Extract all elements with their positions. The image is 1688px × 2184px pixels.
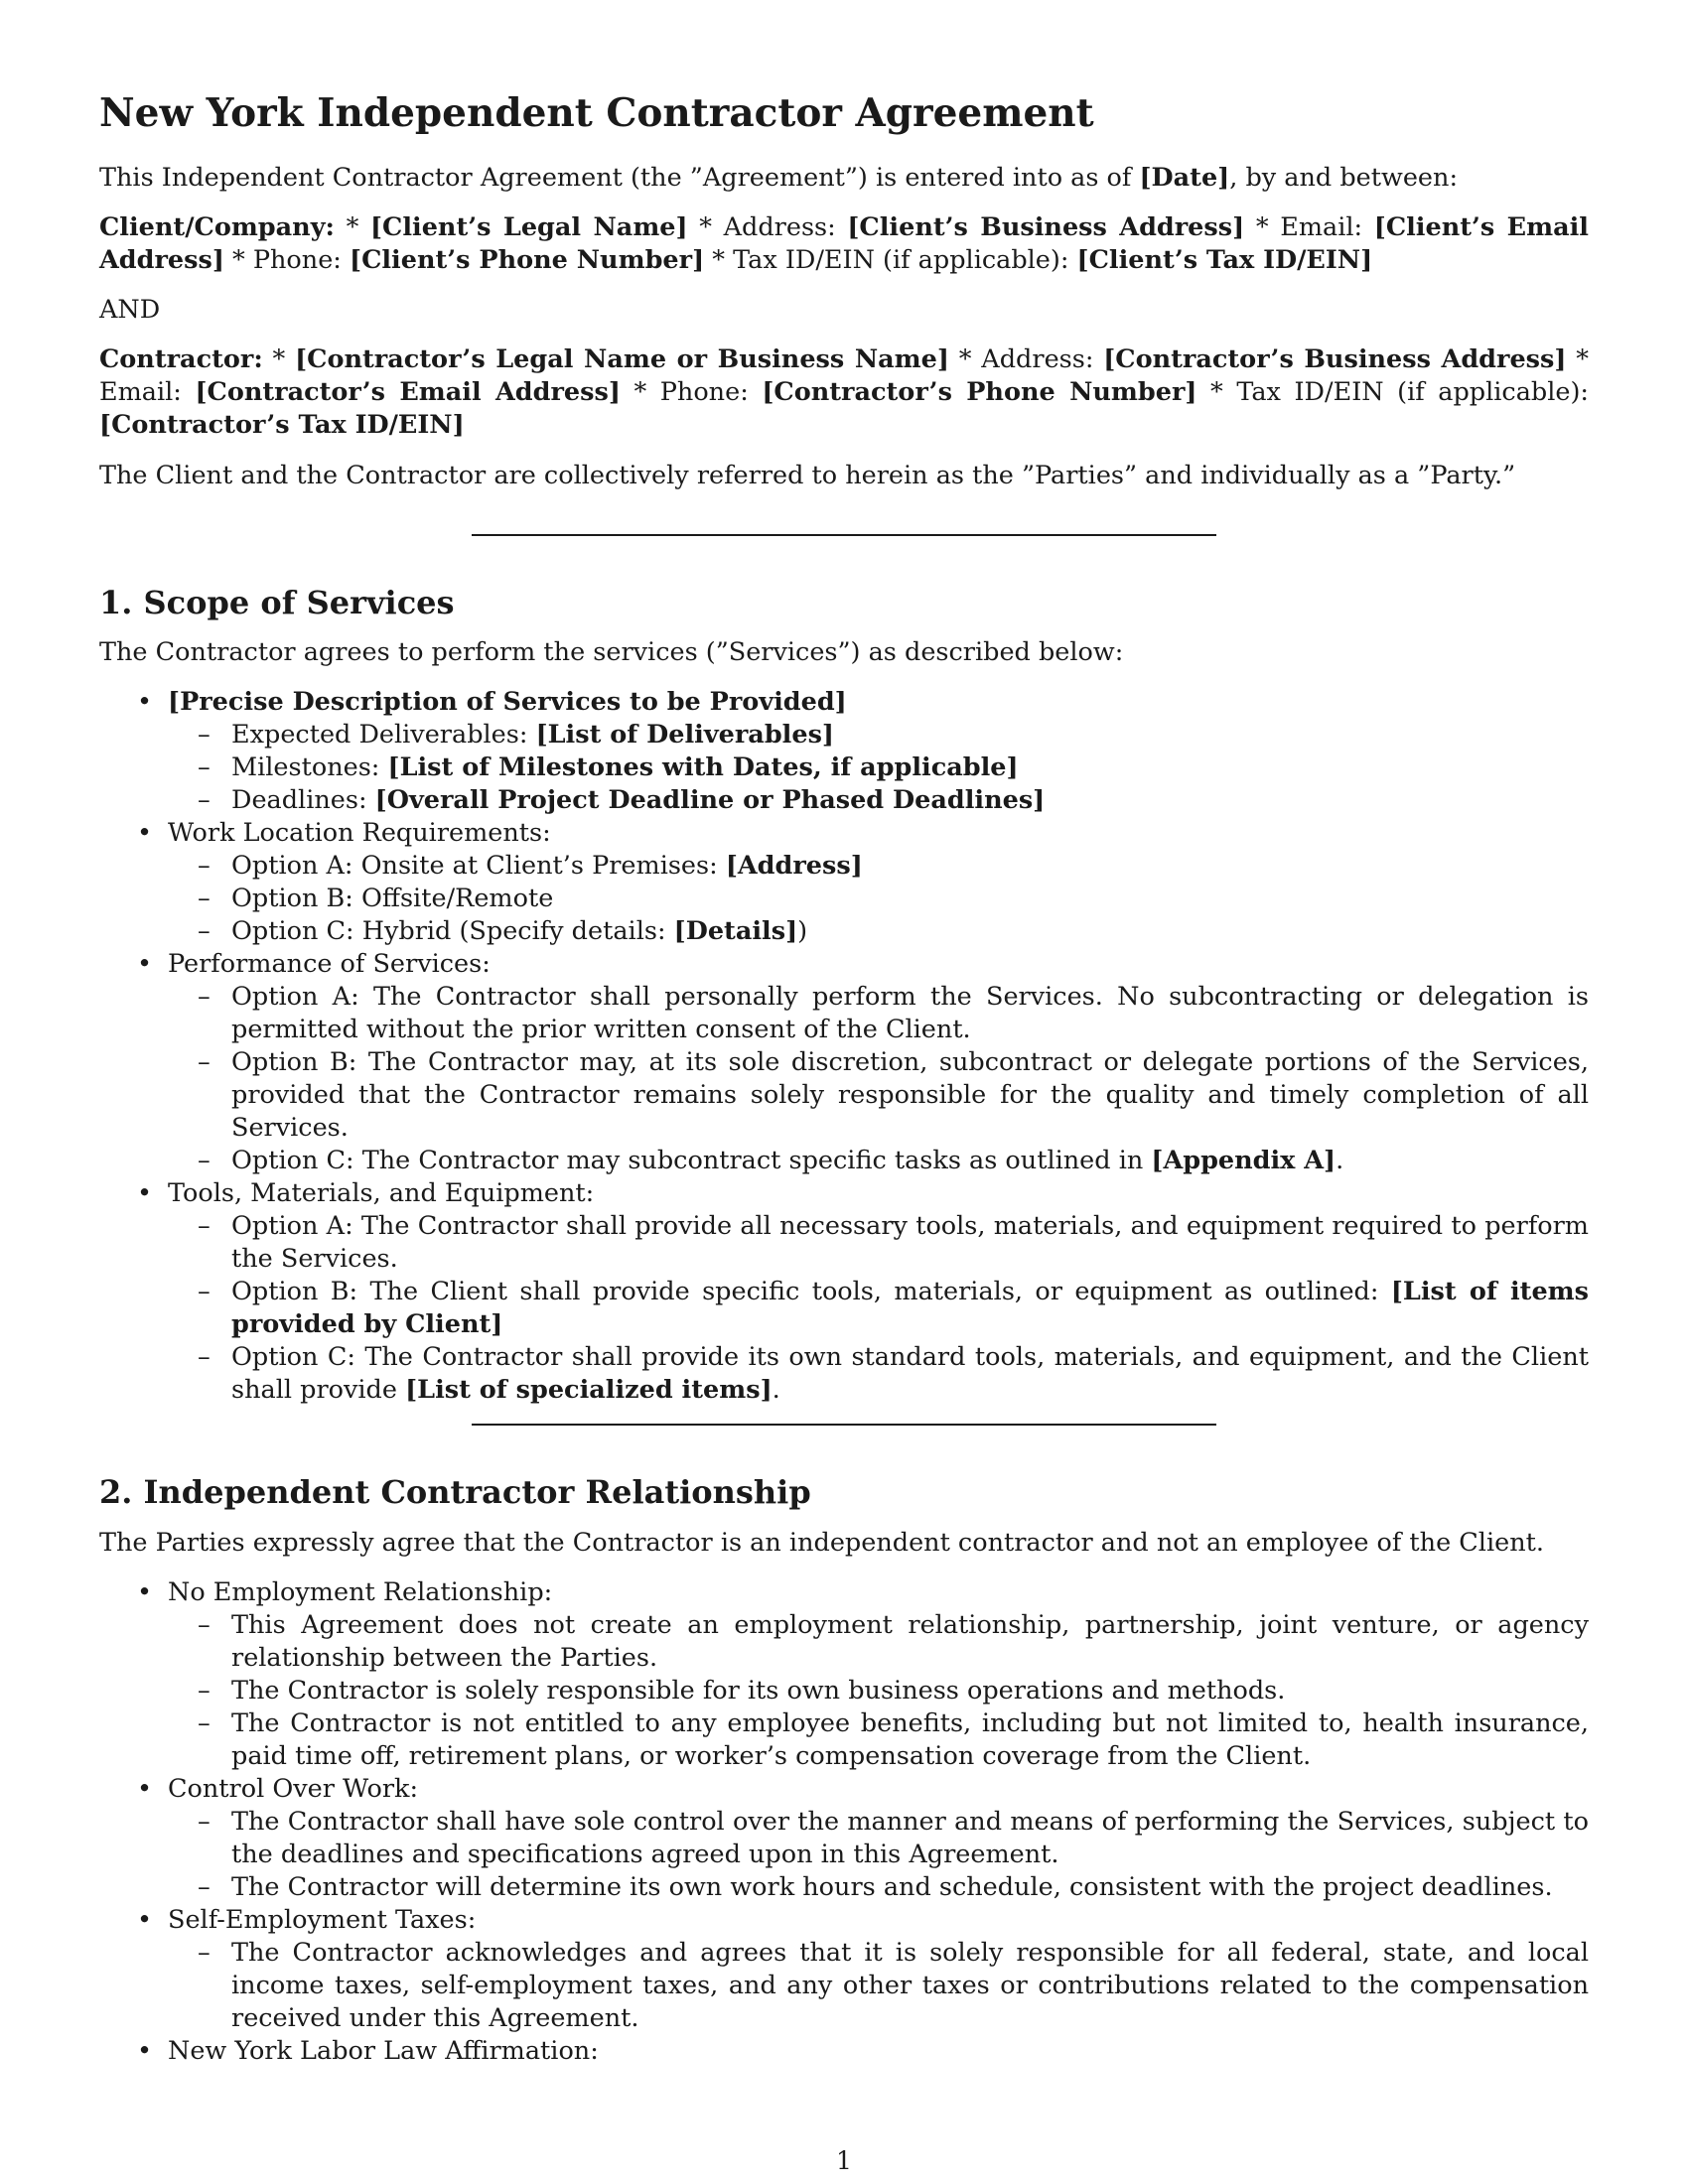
client-address-placeholder: [Client’s Business Address] (847, 212, 1245, 242)
sub-list-item (168, 1046, 1589, 1145)
dash-icon: – (198, 1146, 211, 1175)
sub-item-text: This Agreement does not create an employment relationship, partnership, joint venture, or agency relationship between the Parties. (231, 1610, 1589, 1673)
section-1-intro: The Contractor agrees to perform the services (”Services”) as described below: (99, 637, 1124, 667)
contractor-address-placeholder: [Contractor’s Business Address] (1103, 344, 1567, 374)
parties-paragraph: The Client and the Contractor are collectively referred to herein as the ”Parties” and individually as a ”Party.” (99, 461, 1516, 490)
dash-icon: – (198, 1807, 211, 1837)
sub-item-text: Option C: Hybrid (Specify details: (231, 916, 674, 946)
list-item-label: [Precise Description of Services to be Provided] (168, 687, 847, 717)
sub-item-text: Option B: The Client shall provide specific tools, materials, or equipment as outlined: (231, 1277, 1391, 1306)
client-tax-placeholder: [Client’s Tax ID/EIN] (1076, 245, 1373, 275)
bullet-icon: • (137, 1178, 153, 1208)
client-email-label: * Email: (1244, 212, 1374, 242)
sub-list-item (168, 981, 1589, 1046)
dash-icon: – (198, 752, 211, 782)
sub-list-item (168, 915, 1589, 948)
client-label: Client/Company: (99, 212, 335, 242)
specialized-items-placeholder: [List of specialized items] (405, 1375, 773, 1405)
sub-list-item (168, 1707, 1589, 1773)
sub-item-text-end: . (772, 1375, 780, 1405)
bullet-icon: • (137, 1774, 153, 1804)
contractor-block (99, 343, 1589, 442)
section-2-heading: 2. Independent Contractor Relationship (99, 1473, 811, 1511)
dash-icon: – (198, 1277, 211, 1306)
sub-list-item (168, 883, 1589, 915)
client-phone-label: * Phone: (223, 245, 350, 275)
list-item (99, 686, 1589, 817)
sub-item-text: Option C: The Contractor may subcontract specific tasks as outlined in (231, 1146, 1152, 1175)
sub-list-item (168, 1871, 1589, 1904)
intro-paragraph (99, 162, 1589, 195)
section-divider (472, 1424, 1216, 1426)
sub-list-item (168, 1145, 1589, 1177)
sub-list-item (168, 784, 1589, 817)
client-items-placeholder: [List of items provided by Client] (231, 1277, 1590, 1339)
list-item (99, 948, 1589, 1177)
contractor-label: Contractor: (99, 344, 263, 374)
client-address-label: * Address: (687, 212, 848, 242)
sub-item-text: Deadlines: (231, 785, 375, 815)
list-item-label: New York Labor Law Affirmation: (168, 2036, 599, 2066)
section-2-intro: The Parties expressly agree that the Contractor is an independent contractor and not an employee of the Client. (99, 1528, 1544, 1558)
sub-item-text: Option C: The Contractor shall provide its own standard tools, materials, and equipment, and the Client shall provide (231, 1342, 1589, 1405)
sub-list-item (168, 1276, 1589, 1341)
page-number: 1 (836, 2146, 852, 2175)
bullet-icon: • (137, 2036, 153, 2066)
dash-icon: – (198, 1047, 211, 1077)
contractor-address-label: * Address: (948, 344, 1104, 374)
sub-item-text: The Contractor is solely responsible for its own business operations and methods. (231, 1676, 1286, 1706)
separator: * (262, 344, 296, 374)
client-name-placeholder: [Client’s Legal Name] (369, 212, 688, 242)
sub-item-text-end: . (1336, 1146, 1344, 1175)
sub-item-text: Option A: The Contractor shall provide all necessary tools, materials, and equipment required to perform the Services. (231, 1211, 1589, 1274)
intro-text: This Independent Contractor Agreement (the ”Agreement”) is entered into as of (99, 163, 1140, 193)
sub-list-item (168, 850, 1589, 883)
and-separator: AND (99, 295, 161, 325)
section-2-list (99, 1576, 1589, 2068)
list-item (99, 1904, 1589, 2035)
sub-item-text: The Contractor shall have sole control over the manner and means of performing the Services, subject to the deadlines and specifications agreed upon in this Agreement. (231, 1807, 1589, 1869)
details-placeholder: [Details] (673, 916, 798, 946)
bullet-icon: • (137, 1905, 153, 1935)
list-item-label: Control Over Work: (168, 1774, 419, 1804)
dash-icon: – (198, 916, 211, 946)
deliverables-placeholder: [List of Deliverables] (535, 720, 834, 750)
sub-item-text: Milestones: (231, 752, 388, 782)
dash-icon: – (198, 1610, 211, 1640)
sub-item-text: Option B: Offsite/Remote (231, 884, 554, 913)
section-1-heading: 1. Scope of Services (99, 584, 455, 621)
contractor-tax-placeholder: [Contractor’s Tax ID/EIN] (99, 410, 465, 440)
bullet-icon: • (137, 949, 153, 979)
sub-list-item (168, 751, 1589, 784)
contractor-phone-label: * Phone: (620, 377, 763, 407)
sub-list-item (168, 1210, 1589, 1276)
list-item-label: Performance of Services: (168, 949, 491, 979)
dash-icon: – (198, 1708, 211, 1738)
dash-icon: – (198, 884, 211, 913)
dash-icon: – (198, 1211, 211, 1241)
client-tax-label: * Tax ID/EIN (if applicable): (704, 245, 1077, 275)
list-item (99, 1177, 1589, 1407)
contractor-email-label: * Email: (99, 344, 1590, 407)
list-item-label: Self-Employment Taxes: (168, 1905, 477, 1935)
dash-icon: – (198, 720, 211, 750)
dash-icon: – (198, 982, 211, 1012)
dash-icon: – (198, 1872, 211, 1902)
contractor-tax-label: * Tax ID/EIN (if applicable): (1196, 377, 1590, 407)
list-item (99, 2035, 1589, 2068)
deadlines-placeholder: [Overall Project Deadline or Phased Deadlines] (374, 785, 1046, 815)
client-block (99, 211, 1589, 277)
sub-list-item (168, 1937, 1589, 2035)
list-item (99, 1773, 1589, 1904)
dash-icon: – (198, 1342, 211, 1372)
dash-icon: – (198, 785, 211, 815)
contractor-name-placeholder: [Contractor’s Legal Name or Business Name] (295, 344, 949, 374)
sub-item-text: The Contractor will determine its own work hours and schedule, consistent with the project deadlines. (231, 1872, 1553, 1902)
list-item-label: No Employment Relationship: (168, 1577, 553, 1607)
sub-list-item (168, 1341, 1589, 1407)
section-divider (472, 534, 1216, 536)
separator: * (334, 212, 370, 242)
list-item (99, 1576, 1589, 1773)
bullet-icon: • (137, 818, 153, 848)
list-item-label: Tools, Materials, and Equipment: (168, 1178, 595, 1208)
sub-list-item (168, 1675, 1589, 1707)
address-placeholder: [Address] (725, 851, 863, 881)
sub-item-text: Option B: The Contractor may, at its sole discretion, subcontract or delegate portions of the Services, provided that the Contractor remains solely responsible for the quality and timely completion of all Services. (231, 1047, 1589, 1143)
milestones-placeholder: [List of Milestones with Dates, if applicable] (387, 752, 1019, 782)
sub-item-text: The Contractor acknowledges and agrees that it is solely responsible for all federal, state, and local income taxes, self-employment taxes, and any other taxes or contributions related to the compensation received under this Agreement. (231, 1938, 1589, 2033)
sub-list-item (168, 1806, 1589, 1871)
date-placeholder: [Date] (1139, 163, 1230, 193)
sub-list-item (168, 719, 1589, 751)
bullet-icon: • (137, 1577, 153, 1607)
dash-icon: – (198, 1676, 211, 1706)
contractor-phone-placeholder: [Contractor’s Phone Number] (762, 377, 1197, 407)
bullet-icon: • (137, 687, 153, 717)
section-1-list (99, 686, 1589, 1407)
contractor-email-placeholder: [Contractor’s Email Address] (195, 377, 621, 407)
dash-icon: – (198, 1938, 211, 1968)
appendix-placeholder: [Appendix A] (1151, 1146, 1336, 1175)
intro-text-end: , by and between: (1229, 163, 1459, 193)
list-item-label: Work Location Requirements: (168, 818, 551, 848)
sub-item-text: Option A: Onsite at Client’s Premises: (231, 851, 726, 881)
sub-item-text: Expected Deliverables: (231, 720, 536, 750)
sub-item-text: The Contractor is not entitled to any employee benefits, including but not limited to, health insurance, paid time off, retirement plans, or worker’s compensation coverage from the Client. (231, 1708, 1589, 1771)
list-item (99, 817, 1589, 948)
client-phone-placeholder: [Client’s Phone Number] (350, 245, 705, 275)
dash-icon: – (198, 851, 211, 881)
document-title: New York Independent Contractor Agreement (99, 90, 1094, 136)
sub-item-text-end: ) (797, 916, 808, 946)
client-email-placeholder: [Client’s Email Address] (99, 212, 1589, 275)
sub-item-text: Option A: The Contractor shall personally perform the Services. No subcontracting or delegation is permitted without the prior written consent of the Client. (231, 982, 1589, 1044)
sub-list-item (168, 1609, 1589, 1675)
